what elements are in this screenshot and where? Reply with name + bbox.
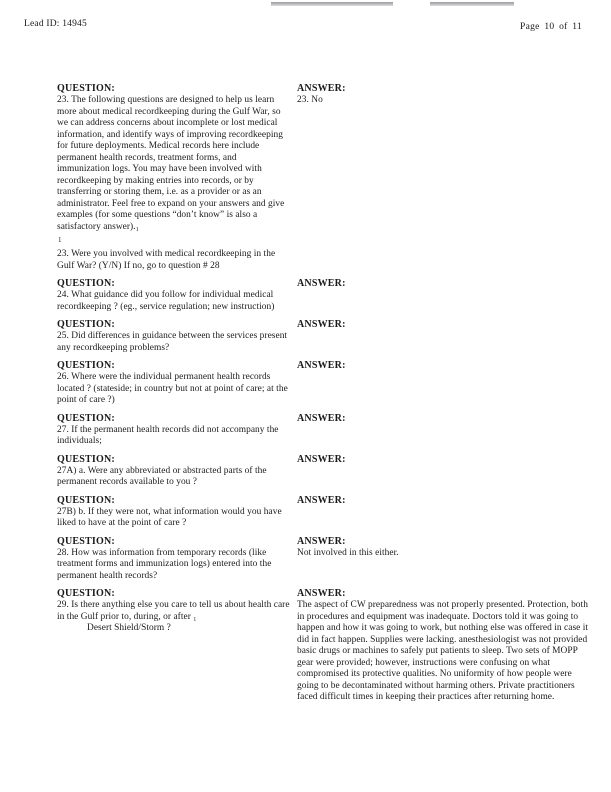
question-text: 23. Were you involved with medical recordkeeping in the Gulf War? (Y/N) If no, go to question # 28	[57, 249, 276, 271]
qa-row-q28	[57, 536, 593, 583]
question-column	[57, 495, 297, 530]
answer-label: ANSWER:	[297, 83, 346, 94]
question-column	[57, 83, 297, 272]
question-text: 29. Is there anything else you care to tell us about health care in the Gulf prior to, during, or after ₁	[57, 600, 290, 622]
answer-column	[297, 413, 593, 425]
question-label: QUESTION:	[57, 319, 115, 330]
answer-column	[297, 83, 593, 107]
qa-row-q27b	[57, 495, 593, 530]
question-label: QUESTION:	[57, 83, 115, 94]
answer-column	[297, 319, 593, 331]
question-column	[57, 278, 297, 313]
answer-column	[297, 278, 593, 290]
answer-text: 23. No	[297, 95, 323, 105]
question-text: 27B) b. If they were not, what information would you have liked to have at the point of care ?	[57, 506, 282, 528]
question-text: 23. The following questions are designed to help us learn more about medical recordkeeping during the Gulf War, so we can address concerns about incomplete or lost medical information, and identify ways of improving recordkeeping for future deployments. Medical records here include permanent health records, treatment forms, and immunization logs. You may have been involved with recordkeeping by making entries into records, or by transferring or storing them, i.e. as a provider or as an administrator. Feel free to expand on your answers and give examples (for some questions “don’t know” is also a satisfactory answer).₁	[57, 95, 285, 232]
page-number-label: Page 10 of 11	[520, 22, 583, 32]
answer-column	[297, 454, 593, 466]
question-label: QUESTION:	[57, 360, 115, 371]
answer-column	[297, 495, 593, 507]
answer-text: The aspect of CW preparedness was not properly presented. Protection, both in procedures and equipment was inadequate. Doctors told it was going to happen and how it was going to work, but nothing else was offered in case it did in fact happen. Supplies were lacking. anesthesiologist was not provided basic drugs or machines to safely put patients to sleep. Two sets of MOPP gear were provided; however, instructions were confusing on what compromised its protective qualities. No uniformity of how people were going to be decontaminated without harming others. Private practitioners faced difficult times in keeping their practices after returning home.	[297, 600, 589, 702]
answer-label: ANSWER:	[297, 278, 346, 289]
question-label: QUESTION:	[57, 494, 115, 506]
answer-label: ANSWER:	[297, 360, 346, 371]
qa-row-q23	[57, 83, 593, 272]
question-text: 24. What guidance did you follow for individual medical recordkeeping ? (eg., service regulation; new instruction)	[57, 290, 275, 312]
answer-column	[297, 360, 593, 372]
question-text: Desert Shield/Storm ?	[87, 623, 171, 633]
question-label: QUESTION:	[57, 412, 115, 424]
question-label: QUESTION:	[57, 535, 115, 547]
question-label: QUESTION:	[57, 453, 115, 465]
question-column	[57, 588, 297, 635]
footnote-marker: 1	[58, 236, 62, 244]
answer-label: ANSWER:	[297, 319, 346, 330]
answer-column	[297, 588, 593, 704]
question-label: QUESTION:	[57, 588, 115, 599]
qa-row-q24	[57, 278, 593, 313]
question-column	[57, 319, 297, 354]
scan-artifact-bar-left	[271, 2, 393, 6]
question-text: 27A) a. Were any abbreviated or abstracted parts of the permanent records available to you ?	[57, 465, 267, 487]
answer-label: ANSWER:	[297, 535, 346, 547]
question-text: 26. Where were the individual permanent health records located ? (stateside; in country but not at point of care; at the point of care ?)	[57, 372, 288, 405]
question-text: 27. If the permanent health records did not accompany the individuals;	[57, 424, 279, 446]
qa-row-q27	[57, 413, 593, 448]
qa-row-q26	[57, 360, 593, 407]
scan-artifact-bar-right	[430, 2, 514, 6]
answer-label: ANSWER:	[297, 494, 346, 506]
qa-row-q25	[57, 319, 593, 354]
question-column	[57, 360, 297, 407]
question-text: 28. How was information from temporary records (like treatment forms and immunization logs) entered into the permanent health records?	[57, 547, 272, 581]
question-column	[57, 454, 297, 489]
answer-label: ANSWER:	[297, 453, 346, 465]
qa-table	[57, 83, 593, 704]
qa-row-q27a	[57, 454, 593, 489]
lead-id-label: Lead ID: 14945	[24, 19, 87, 29]
qa-row-q29	[57, 588, 593, 704]
answer-label: ANSWER:	[297, 412, 346, 424]
answer-text: Not involved in this either.	[297, 547, 399, 558]
answer-column	[297, 536, 593, 560]
answer-label: ANSWER:	[297, 588, 346, 599]
question-column	[57, 536, 297, 583]
question-column	[57, 413, 297, 448]
question-text: 25. Did differences in guidance between the services present any recordkeeping problems?	[57, 331, 288, 353]
question-label: QUESTION:	[57, 278, 115, 289]
